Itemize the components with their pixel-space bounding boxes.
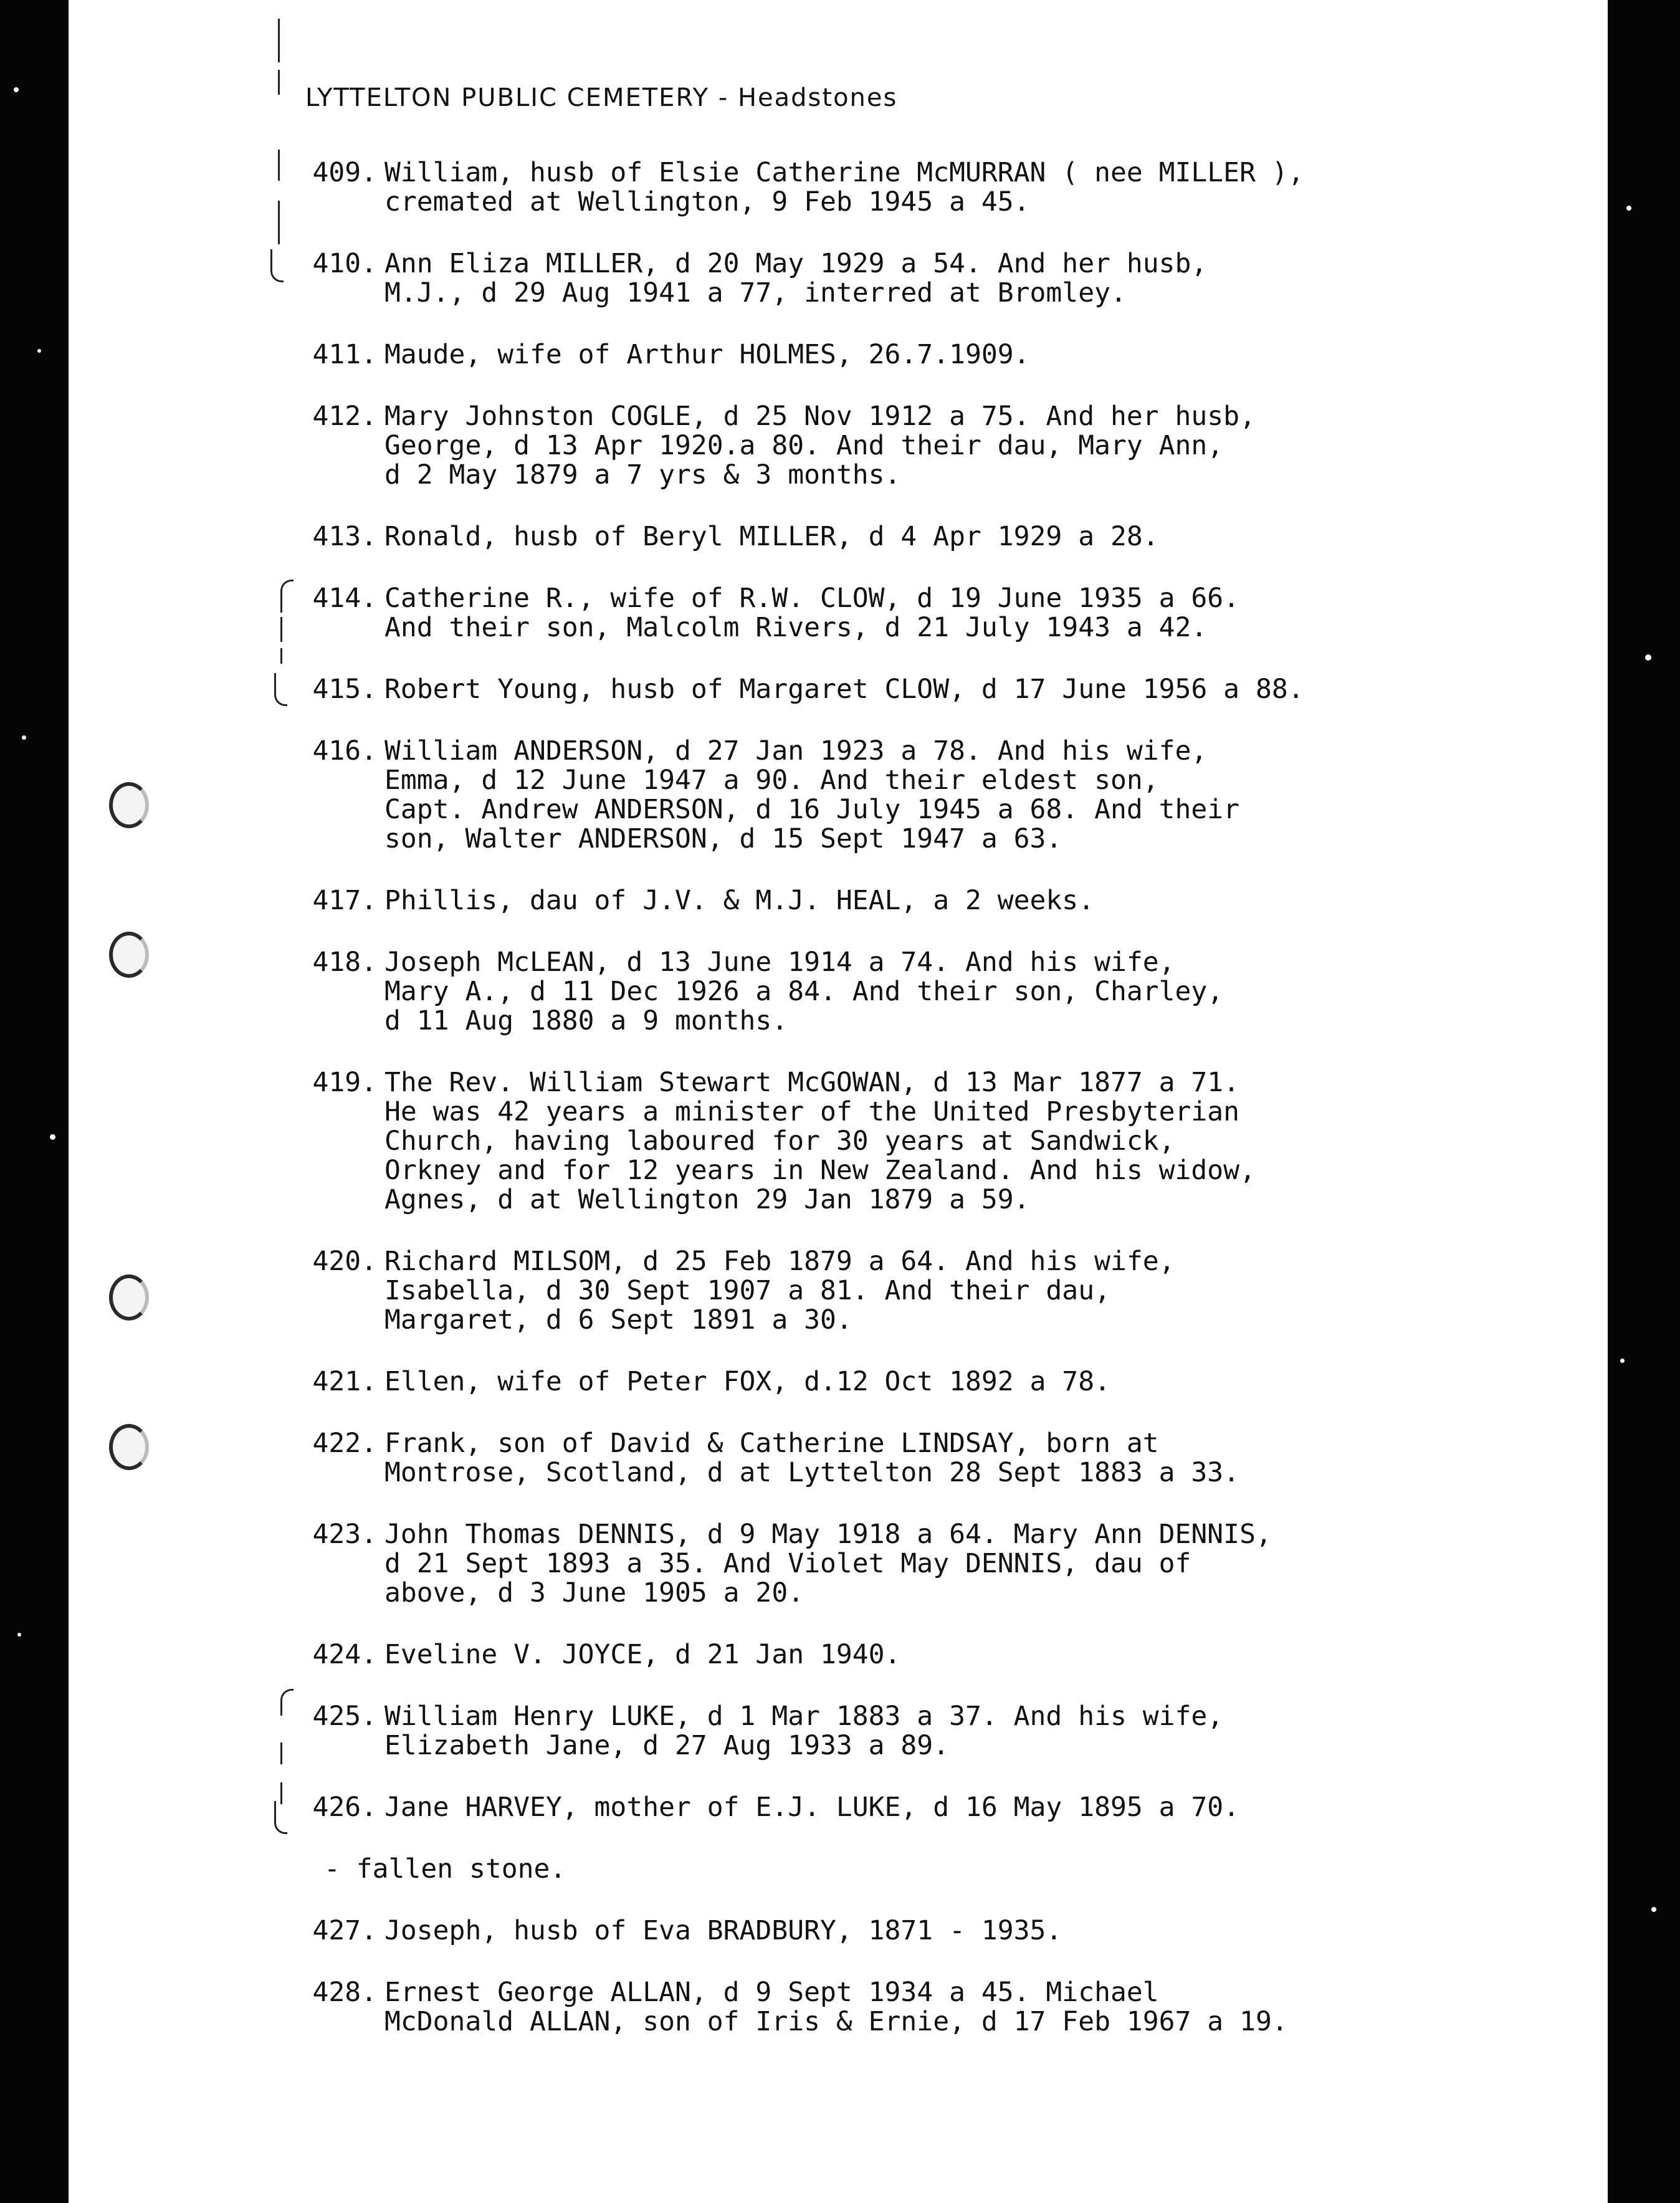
entry-text: The Rev. William Stewart McGOWAN, d 13 Mar 1877 a 71. He was 42 years a minister of the United Presbyterian Church, having laboured for 30 years at Sandwick, Orkney and for 12 years in New Zealand. And his widow, Agnes, d at Wellington 29 Jan 1879 a 59. (384, 1067, 1256, 1215)
scan-speck (14, 87, 19, 92)
entry-424 (280, 1640, 1564, 1670)
entry-number: 421. (312, 1366, 377, 1397)
entry-text: William ANDERSON, d 27 Jan 1923 a 78. And his wife, Emma, d 12 June 1947 a 90. And their eldest son, Capt. Andrew ANDERSON, d 16 July 1945 a 68. And their son, Walter ANDERSON, d 15 Sept 1947 a 63. (384, 735, 1240, 854)
entry-number: 427. (312, 1915, 377, 1946)
entry-426 (280, 1793, 1564, 1822)
entry-text: Eveline V. JOYCE, d 21 Jan 1940. (384, 1639, 901, 1670)
entry-text: Catherine R., wife of R.W. CLOW, d 19 June 1935 a 66. And their son, Malcolm Rivers, d 21 July 1943 a 42. (384, 583, 1240, 643)
entry-414 (280, 584, 1564, 643)
entry-number: 422. (312, 1428, 377, 1459)
entry-425 (280, 1702, 1564, 1761)
entry-text: Joseph McLEAN, d 13 June 1914 a 74. And his wife, Mary A., d 11 Dec 1926 a 84. And their son, Charley, d 11 Aug 1880 a 9 months. (384, 947, 1224, 1036)
margin-mark (278, 19, 280, 62)
punch-hole (109, 932, 149, 978)
entry-number: 414. (312, 583, 377, 614)
entry-number: 415. (312, 674, 377, 705)
entry-412 (280, 402, 1564, 490)
punch-hole (109, 1274, 149, 1321)
entry-number: 420. (312, 1246, 377, 1277)
entry-number: 416. (312, 735, 377, 767)
entry-number: 426. (312, 1792, 377, 1823)
entry-number: 424. (312, 1639, 377, 1670)
entry-419 (280, 1068, 1564, 1215)
entry-number: 410. (312, 248, 377, 279)
entry-413 (280, 522, 1564, 552)
margin-mark (278, 70, 280, 95)
entry-409 (280, 158, 1564, 217)
entry-417 (280, 886, 1564, 915)
margin-mark (278, 201, 280, 244)
entry-text: William Henry LUKE, d 1 Mar 1883 a 37. And his wife, Elizabeth Jane, d 27 Aug 1933 a 89. (384, 1701, 1224, 1761)
entry-text: John Thomas DENNIS, d 9 May 1918 a 64. Mary Ann DENNIS, d 21 Sept 1893 a 35. And Violet May DENNIS, dau of above, d 3 June 1905 a 20. (384, 1519, 1272, 1608)
margin-mark (278, 150, 280, 181)
entry-420 (280, 1247, 1564, 1335)
entry-number: 409. (312, 157, 377, 188)
entry-text: Ernest George ALLAN, d 9 Sept 1934 a 45. Michael McDonald ALLAN, son of Iris & Ernie, d 17 Feb 1967 a 19. (384, 1977, 1288, 2037)
entry-text: Ronald, husb of Beryl MILLER, d 4 Apr 1929 a 28. (384, 521, 1159, 552)
entry-428 (280, 1978, 1564, 2037)
entry-number: 418. (312, 947, 377, 978)
entry-number: 411. (312, 339, 377, 370)
document-page (69, 0, 1608, 2203)
scan-speck (22, 735, 26, 740)
page-title: LYTTELTON PUBLIC CEMETERY - Headstones (305, 84, 898, 112)
entry-416 (280, 737, 1564, 854)
entry-text: Ellen, wife of Peter FOX, d.12 Oct 1892 a 78. (384, 1366, 1110, 1397)
entry-422 (280, 1429, 1564, 1488)
scan-speck (1651, 1907, 1656, 1912)
entry-423 (280, 1520, 1564, 1608)
entry-text: Richard MILSOM, d 25 Feb 1879 a 64. And his wife, Isabella, d 30 Sept 1907 a 81. And their dau, Margaret, d 6 Sept 1891 a 30. (384, 1246, 1175, 1336)
entry-text: Frank, son of David & Catherine LINDSAY, born at Montrose, Scotland, d at Lyttelton 28 Sept 1883 a 33. (384, 1428, 1240, 1488)
scan-speck (1620, 1359, 1625, 1363)
entry-number: 412. (312, 401, 377, 432)
entry-list (280, 158, 1564, 2069)
entry-411 (280, 340, 1564, 370)
entry-text: Phillis, dau of J.V. & M.J. HEAL, a 2 weeks. (384, 885, 1095, 916)
scan-speck (37, 349, 41, 353)
fallen-stone-note: - fallen stone. (324, 1853, 566, 1885)
entry-text: Jane HARVEY, mother of E.J. LUKE, d 16 May 1895 a 70. (384, 1792, 1240, 1823)
entry-number: 419. (312, 1067, 377, 1098)
entry-number: 428. (312, 1977, 377, 2008)
punch-hole (109, 1424, 149, 1470)
punch-hole (109, 782, 149, 828)
entry-427 (280, 1916, 1564, 1946)
entry-418 (280, 948, 1564, 1036)
entry-text: Ann Eliza MILLER, d 20 May 1929 a 54. And her husb, M.J., d 29 Aug 1941 a 77, interred at Bromley. (384, 248, 1208, 308)
scan-speck (1645, 654, 1651, 661)
entry-text: William, husb of Elsie Catherine McMURRAN ( nee MILLER ), cremated at Wellington, 9 Feb 1945 a 45. (384, 157, 1304, 217)
entry-410 (280, 249, 1564, 308)
scan-speck (17, 1633, 21, 1637)
scan-speck (1626, 206, 1631, 211)
entry-text: Mary Johnston COGLE, d 25 Nov 1912 a 75. And her husb, George, d 13 Apr 1920.a 80. And their dau, Mary Ann, d 2 May 1879 a 7 yrs & 3 months. (384, 401, 1256, 490)
entry-number: 425. (312, 1701, 377, 1732)
scan-speck (50, 1134, 55, 1140)
entry-415 (280, 675, 1564, 704)
entry-text: Maude, wife of Arthur HOLMES, 26.7.1909. (384, 339, 1030, 370)
entry-421 (280, 1367, 1564, 1397)
entry-number: 413. (312, 521, 377, 552)
entry-number: 423. (312, 1519, 377, 1550)
entry-text: Robert Young, husb of Margaret CLOW, d 17 June 1956 a 88. (384, 674, 1304, 705)
entry-number: 417. (312, 885, 377, 916)
entry-text: Joseph, husb of Eva BRADBURY, 1871 - 1935. (384, 1915, 1062, 1946)
